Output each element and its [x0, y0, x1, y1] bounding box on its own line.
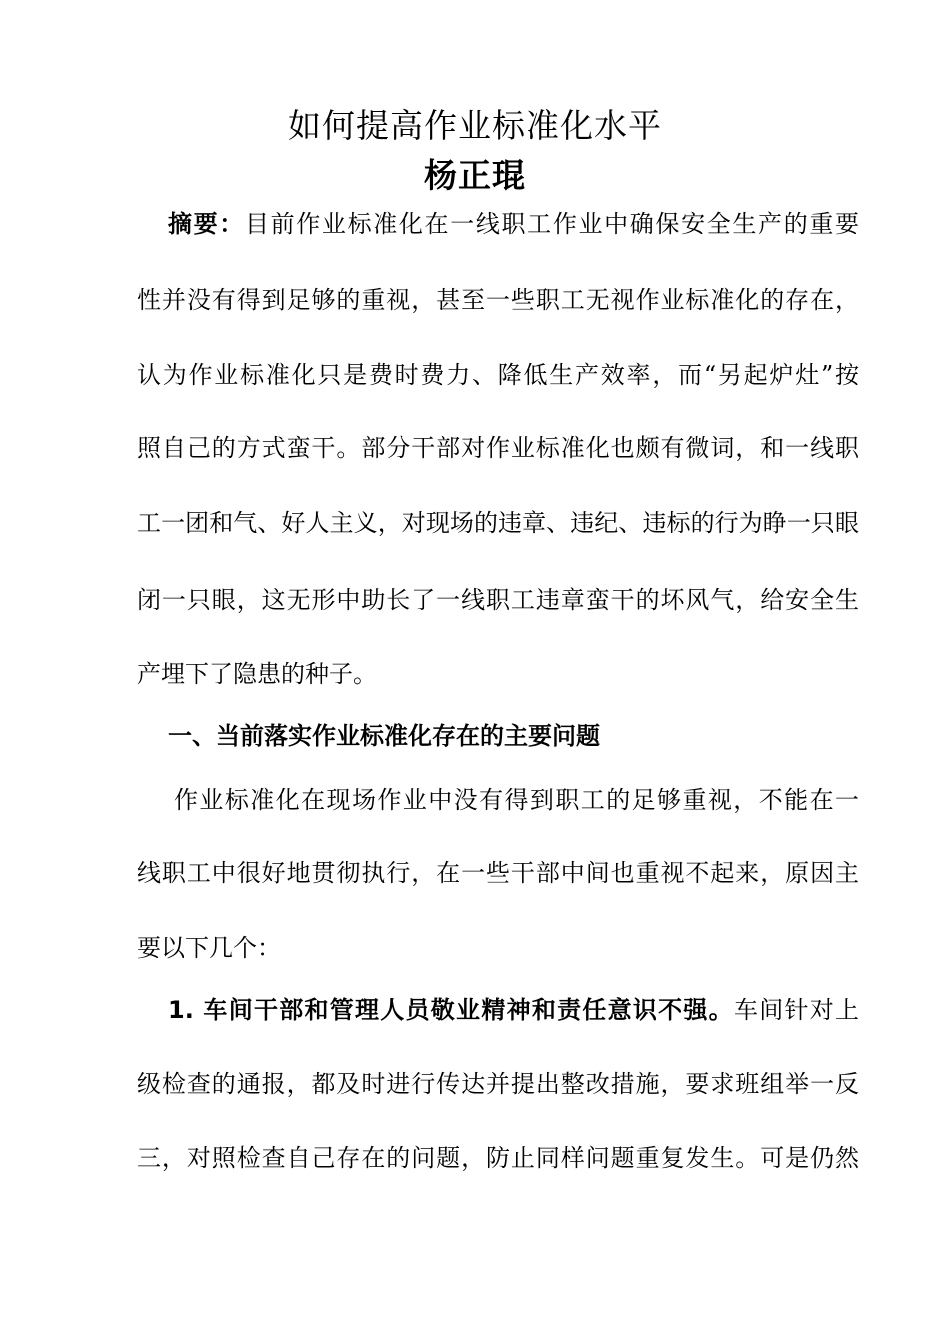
section-intro-line-3: 要以下几个：: [137, 934, 281, 962]
document-author: 杨正琨: [424, 156, 526, 195]
point-1-line-2: 级检查的通报，都及时进行传达并提出整改措施，要求班组举一反: [137, 1070, 859, 1098]
abstract-line-1: [168, 204, 859, 244]
document-title: 如何提高作业标准化水平: [288, 106, 662, 145]
abstract-line-3: 认为作业标准化只是费时费力、降低生产效率，而“另起炉灶”按: [137, 361, 859, 389]
abstract-text: 目前作业标准化在一线职工作业中确保安全生产的重要: [244, 210, 860, 238]
abstract-label: 摘要：: [168, 210, 245, 238]
section-intro-line-1: 作业标准化在现场作业中没有得到职工的足够重视，不能在一: [174, 786, 859, 814]
section-heading: 一、当前落实作业标准化存在的主要问题: [168, 722, 600, 750]
point-1-heading: 1. 车间干部和管理人员敬业精神和责任意识不强。: [168, 996, 734, 1024]
abstract-line-2: 性并没有得到足够的重视，甚至一些职工无视作业标准化的存在，: [137, 286, 859, 314]
section-intro-line-2: 线职工中很好地贯彻执行，在一些干部中间也重视不起来，原因主: [137, 859, 859, 887]
abstract-line-5: 工一团和气、好人主义，对现场的违章、违纪、违标的行为睁一只眼: [137, 509, 859, 537]
abstract-line-6: 闭一只眼，这无形中助长了一线职工违章蛮干的坏风气，给安全生: [137, 586, 859, 614]
point-1-line-3: 三，对照检查自己存在的问题，防止同样问题重复发生。可是仍然: [137, 1144, 859, 1172]
point-1-line-1: [168, 990, 859, 1030]
abstract-line-7: 产埋下了隐患的种子。: [137, 660, 377, 688]
point-1-text: 车间针对上: [733, 996, 860, 1024]
abstract-line-4: 照自己的方式蛮干。部分干部对作业标准化也颇有微词，和一线职: [137, 434, 859, 462]
